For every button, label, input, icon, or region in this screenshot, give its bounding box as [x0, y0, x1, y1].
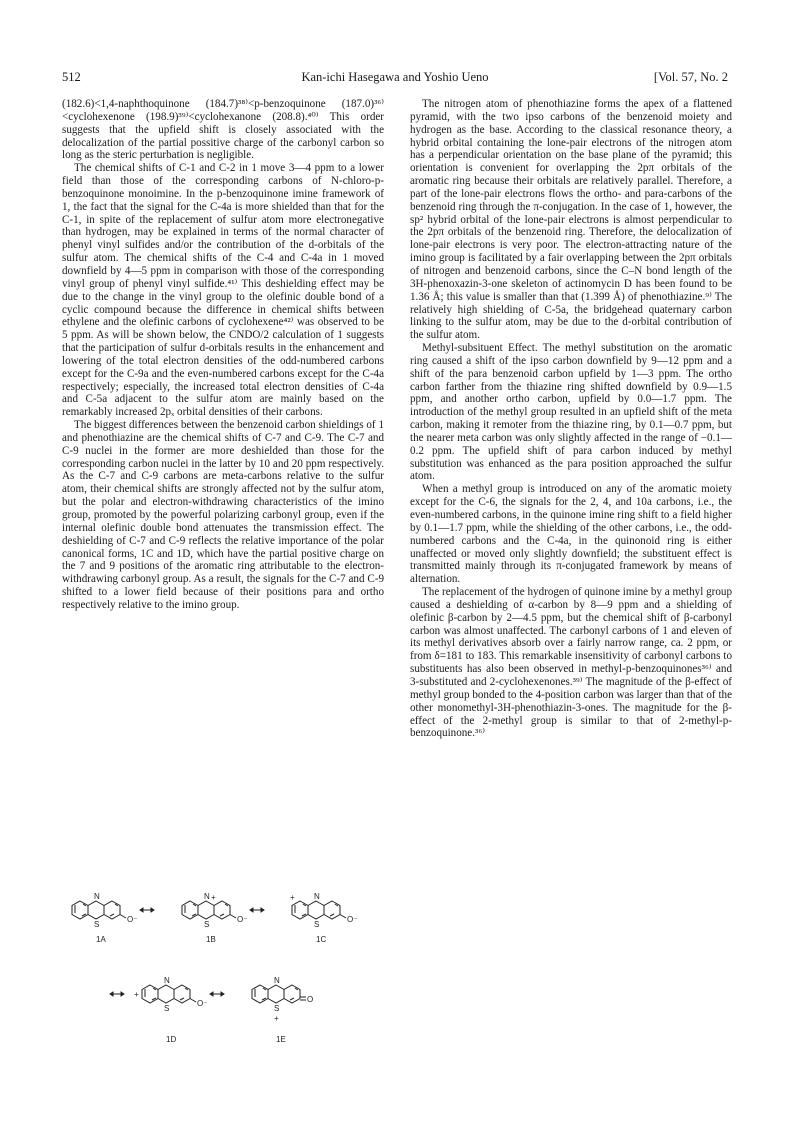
paragraph: The chemical shifts of C-1 and C-2 in 1 move 3—4 ppm to a lower field than those of the corresponding carbons of N-chloro-p-benzoquinone monoimine. In the p-benzoquinone imine framework of 1, the fact that the signal for the C-4a is more shielded than that for the C-1, in spite of the replacement of sulfur atom more electronegative than hydrogen, may be explained in terms of the normal character of phenyl vinyl sulfides and/or the contribution of the d-orbitals of the sulfur atom. The chemical shifts of the C-4 and C-4a in 1 moved downfield by 4—5 ppm in comparison with those of the corresponding vinyl group of phenyl vinyl sulfide.⁴¹⁾ This deshielding effect may be due to the change in the vinyl group to the olefinic double bond of a cyclic compound because the difference in chemical shifts between ethylene and the olefinic carbons of cyclohexene⁴²⁾ was observed to be 5 ppm. As will be shown below, the CNDO/2 calculation of 1 suggests that the participation of sulfur d-orbitals results in the enhancement and lowering of the total electron densities of the odd-numbered carbons except for the C-9a and the even-numbered carbons except for the C-4a respectively; especially, the increased total electron densities of C-4a and C-5a adjacent to the sulfur atom are mainly based on the remarkably increased 2pₓ orbital densities of their carbons. [62, 162, 384, 419]
atom-n: N [94, 892, 100, 901]
plus-charge: + [211, 893, 216, 902]
atom-o-minus: O⁻ [197, 999, 208, 1008]
right-column [410, 98, 732, 740]
label-1d: 1D [166, 1035, 177, 1044]
page-number: 512 [62, 70, 81, 84]
atom-o: O [307, 995, 314, 1004]
paragraph: When a methyl group is introduced on any of the aromatic moiety except for the C-6, the signals for the 2, 4, and 10a carbons, i.e., the even-numbered carbons, in the quinone imine ring shift to a field higher by 0.1—1.7 ppm, while the shielding of the other carbons, i.e., the odd-numbered carbons and the C-4a, in the quinonoid ring is either unaffected or moved only slightly downfield; the substituent effect is transmitted mainly through its π-conjugated framework by means of alternation. [410, 483, 732, 586]
label-1e: 1E [276, 1035, 286, 1044]
structure-1e [252, 976, 313, 1023]
structure-1c [290, 892, 357, 929]
plus-charge: + [134, 990, 139, 999]
plus-charge: + [290, 893, 295, 902]
resonance-arrow [140, 908, 154, 912]
running-authors: Kan-ichi Hasegawa and Yoshio Ueno [301, 70, 489, 84]
resonance-arrow [110, 992, 124, 996]
paragraph: The biggest differences between the benzenoid carbon shieldings of 1 and phenothiazine are the chemical shifts of C-7 and C-9. The C-7 and C-9 nuclei in the former are more deshielded than those for the corresponding carbon nuclei in the latter by 10 and 20 ppm respectively. As the C-7 and C-9 carbons are meta-carbons relative to the sulfur atom, their chemical shifts are strongly affected not by the sulfur atom, but the polar and electron-withdrawing characteristics of the imino group, promoted by the powerful polarizing carbonyl group, even if the internal olefinic double bond attenuates the transmission effect. The deshielding of C-7 and C-9 reflects the relative importance of the polar canonical forms, 1C and 1D, which have the partial positive charge on the 7 and 9 positions of the aromatic ring attributable to the electron-withdrawing carbonyl group. As a result, the signals for the C-7 and C-9 shifted to a lower field because of their positions para and ortho respectively relative to the imino group. [62, 419, 384, 611]
structure-1a [72, 892, 137, 929]
atom-o-minus: O⁻ [347, 915, 358, 924]
resonance-arrow [210, 992, 224, 996]
atom-n: N [204, 892, 210, 901]
label-1c: 1C [316, 935, 327, 944]
atom-n: N [314, 892, 320, 901]
atom-s: S [204, 920, 210, 929]
atom-s: S [274, 1004, 280, 1013]
paragraph: (182.6)<1,4-naphthoquinone (184.7)³⁸⁾<p-benzoquinone (187.0)³⁶⁾ <cyclohexenone (198.9)³⁹⁾<cyclohexanone (208.8).⁴⁰⁾ This order suggests that the upfield shift is closely associated with the delocalization of the partial possitive charge of the carbonyl carbon so long as the steric perturbation is negligible. [62, 98, 384, 162]
atom-n: N [274, 976, 280, 985]
label-1a: 1A [96, 935, 106, 944]
left-column [62, 98, 384, 612]
atom-o-minus: O⁻ [237, 915, 248, 924]
paragraph: The nitrogen atom of phenothiazine forms the apex of a flattened pyramid, with the two ipso carbons of the benzenoid moiety and hydrogen as the base. According to the classical resonance theory, a hybrid orbital containing the lone-pair electrons of the nitrogen atom has a perpendicular orientation on the base plane of the pyramid; this orientation is convenient for overlapping the 2pπ orbitals of the aromatic ring because their orbitals are relatively parallel. Therefore, a part of the lone-pair electrons flows the ortho- and para-carbons of the benzenoid ring through the π-conjugation. In the case of 1, however, the sp² hybrid orbital of the lone-pair electrons is almost perpendicular to the 2pπ orbitals of the benzenoid ring. Therefore, the delocalization of lone-pair electrons is very poor. The electron-attracting nature of the imino group is facilitated by a fair overlapping between the 2pπ orbitals of nitrogen and benzenoid carbons, since the C–N bond length of the 3H-phenoxazin-3-one skeleton of actinomycin D has been found to be 1.36 Å; this value is smaller than that (1.399 Å) of phenothiazine.⁹⁾ The relatively high shielding of C-5a, the bridgehead quaternary carbon linking to the sulfur atom, may be due to the d-orbital contribution of the sulfur atom. [410, 98, 732, 342]
atom-o-minus: O⁻ [127, 915, 138, 924]
paragraph: Methyl-subsituent Effect. The methyl substitution on the aromatic ring caused a shift of the ipso carbon downfield by 9—12 ppm and a shift of the para benzenoid carbon upfield by 1—3 ppm. The ortho carbon farther from the thiazine ring shifted downfield by 0.9—1.5 ppm, and another ortho carbon, upfield by 0.0—1.7 ppm. The introduction of the methyl group resulted in an upfield shift of the meta carbon, making it remoter from the thiazine ring, by 0.1—0.7 ppm, but the nearer meta carbon was only slightly affected in the range of −0.1—0.2 ppm. The upfield shift of para carbon induced by methyl substitution was enhanced as the para position approached the sulfur atom. [410, 342, 732, 483]
plus-charge: + [274, 1014, 279, 1023]
atom-s: S [164, 1004, 170, 1013]
resonance-structures-figure [62, 882, 392, 1060]
structure-1b [182, 892, 247, 929]
atom-s: S [314, 920, 320, 929]
running-header [62, 70, 728, 88]
resonance-structures-drawing [62, 882, 392, 1060]
journal-volume: [Vol. 57, No. 2 [653, 70, 728, 84]
atom-n: N [164, 976, 170, 985]
label-1b: 1B [206, 935, 216, 944]
structure-1d [134, 976, 207, 1013]
resonance-arrow [250, 908, 264, 912]
paragraph: The replacement of the hydrogen of quinone imine by a methyl group caused a deshielding of α-carbon by 8—9 ppm and a shielding of olefinic β-carbon by 2—4.5 ppm, but the chemical shift of β-carbonyl carbon was almost unaffected. The carbonyl carbons of 1 and eleven of its methyl derivatives absorb over a fairly narrow range, ca. 2 ppm, or from δ=181 to 183. This remarkable insensitivity of carbonyl carbons to substituents has also been observed in methyl-p-benzoquinones³⁶⁾ and 3-substituted and 2-cyclohexenones.³⁹⁾ The magnitude of the β-effect of methyl group bonded to the 4-position carbon was larger than that of the other monomethyl-3H-phenothiazin-3-ones. The magnitude for the β-effect of the 2-methyl group is similar to that of 2-methyl-p-benzoquinone.³⁶⁾ [410, 586, 732, 740]
atom-s: S [94, 920, 100, 929]
